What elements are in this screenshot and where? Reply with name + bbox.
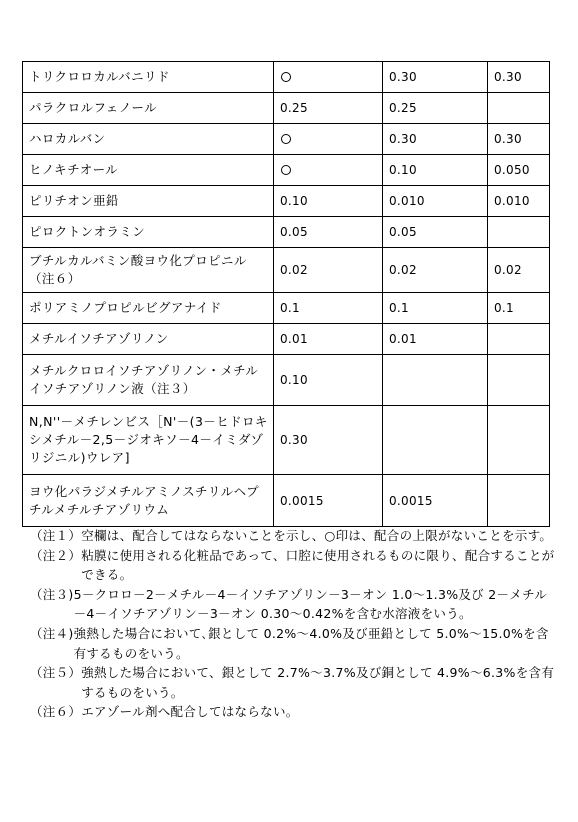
table-row xyxy=(23,355,550,406)
note-text: 5－クロロ－2－メチル－4－イソチアゾリン－3－オン 1.0～1.3%及び 2－メチル－4－イソチアゾリン－3－オン 0.30～0.42%を含む水溶液をいう。 xyxy=(73,586,548,622)
note-label: （注１） xyxy=(30,528,82,543)
limit-cell-3: 0.30 xyxy=(488,62,550,93)
limit-cell-1: 0.02 xyxy=(274,248,383,293)
limit-cell-2: 0.05 xyxy=(383,217,488,248)
table-row xyxy=(23,406,550,475)
table-row xyxy=(23,186,550,217)
note-item xyxy=(30,546,555,585)
limit-cell-2: 0.01 xyxy=(383,324,488,355)
limit-cell-1: 0.01 xyxy=(274,324,383,355)
limit-cell-3 xyxy=(488,217,550,248)
limit-cell-2 xyxy=(383,355,488,406)
table-row xyxy=(23,217,550,248)
table-row xyxy=(23,324,550,355)
table-row xyxy=(23,475,550,527)
limit-cell-3 xyxy=(488,475,550,527)
limit-cell-1 xyxy=(274,155,383,186)
ingredient-name-cell: N,N''－メチレンビス［N'－(3－ヒドロキシメチル－2,5－ジオキソ－4－イミダゾリジニル)ウレア] xyxy=(23,406,274,475)
note-text: 強熱した場合において､銀として 0.2%～4.0%及び亜鉛として 5.0%～15.0%を含有するものをいう。 xyxy=(73,625,549,661)
ingredient-name-cell: トリクロロカルバニリド xyxy=(23,62,274,93)
limit-cell-1: 0.10 xyxy=(274,355,383,406)
circle-mark-icon xyxy=(281,134,291,144)
table-row xyxy=(23,248,550,293)
limit-cell-1: 0.30 xyxy=(274,406,383,475)
ingredient-name-cell: ハロカルバン xyxy=(23,124,274,155)
circle-mark-icon xyxy=(281,72,291,82)
limit-cell-2: 0.10 xyxy=(383,155,488,186)
note-label: （注３) xyxy=(30,586,74,602)
limit-cell-2: 0.1 xyxy=(383,293,488,324)
note-item xyxy=(30,585,555,624)
table-body xyxy=(23,62,550,527)
limit-cell-1: 0.05 xyxy=(274,217,383,248)
note-item xyxy=(30,624,555,663)
limit-cell-1: 0.0015 xyxy=(274,475,383,527)
limit-cell-2: 0.25 xyxy=(383,93,488,124)
limit-cell-2: 0.30 xyxy=(383,124,488,155)
ingredient-name-cell: ヒノキチオール xyxy=(23,155,274,186)
limit-cell-3 xyxy=(488,93,550,124)
note-item xyxy=(30,526,555,546)
note-text: 粘膜に使用される化粧品であって、口腔に使用されるものに限り、配合することができる。 xyxy=(81,547,555,583)
note-text: 空欄は、配合してはならないことを示し、○印は、配合の上限がないことを示す。 xyxy=(81,528,553,543)
ingredient-name-cell: ブチルカルバミン酸ヨウ化プロピニル（注６） xyxy=(23,248,274,293)
table-row xyxy=(23,62,550,93)
limit-cell-3: 0.050 xyxy=(488,155,550,186)
table-row xyxy=(23,293,550,324)
limit-cell-2: 0.30 xyxy=(383,62,488,93)
limit-cell-2: 0.0015 xyxy=(383,475,488,527)
limit-cell-1: 0.1 xyxy=(274,293,383,324)
note-item xyxy=(30,702,555,722)
ingredient-name-cell: ポリアミノプロピルビグアナイド xyxy=(23,293,274,324)
limit-cell-3 xyxy=(488,324,550,355)
limit-cell-1: 0.25 xyxy=(274,93,383,124)
limit-cell-3 xyxy=(488,406,550,475)
limit-cell-1 xyxy=(274,124,383,155)
note-label: （注４) xyxy=(30,625,74,641)
limit-cell-3: 0.010 xyxy=(488,186,550,217)
limit-cell-2 xyxy=(383,406,488,475)
limit-cell-3: 0.02 xyxy=(488,248,550,293)
notes-section xyxy=(30,526,555,722)
ingredient-name-cell: メチルイソチアゾリノン xyxy=(23,324,274,355)
note-label: （注２） xyxy=(30,547,82,563)
table-row xyxy=(23,124,550,155)
table-row xyxy=(23,155,550,186)
limit-cell-2: 0.010 xyxy=(383,186,488,217)
limit-cell-3: 0.30 xyxy=(488,124,550,155)
limit-cell-1: 0.10 xyxy=(274,186,383,217)
ingredient-limits-table xyxy=(22,61,550,527)
ingredient-name-cell: ヨウ化パラジメチルアミノスチリルヘプチルメチルチアゾリウム xyxy=(23,475,274,527)
note-text: エアゾール剤へ配合してはならない。 xyxy=(81,704,299,720)
note-label: （注５） xyxy=(30,665,82,681)
limit-cell-3: 0.1 xyxy=(488,293,550,324)
note-item xyxy=(30,663,555,702)
ingredient-name-cell: パラクロルフェノール xyxy=(23,93,274,124)
limit-cell-2: 0.02 xyxy=(383,248,488,293)
table-row xyxy=(23,93,550,124)
limit-cell-1 xyxy=(274,62,383,93)
ingredient-name-cell: メチルクロロイソチアゾリノン・メチルイソチアゾリノン液（注３） xyxy=(23,355,274,406)
ingredient-name-cell: ピリチオン亜鉛 xyxy=(23,186,274,217)
ingredient-name-cell: ピロクトンオラミン xyxy=(23,217,274,248)
note-text: 強熱した場合において、銀として 2.7%～3.7%及び銅として 4.9%～6.3%を含有するものをいう。 xyxy=(81,665,555,700)
note-label: （注６） xyxy=(30,704,82,720)
limit-cell-3 xyxy=(488,355,550,406)
circle-mark-icon xyxy=(281,165,291,175)
